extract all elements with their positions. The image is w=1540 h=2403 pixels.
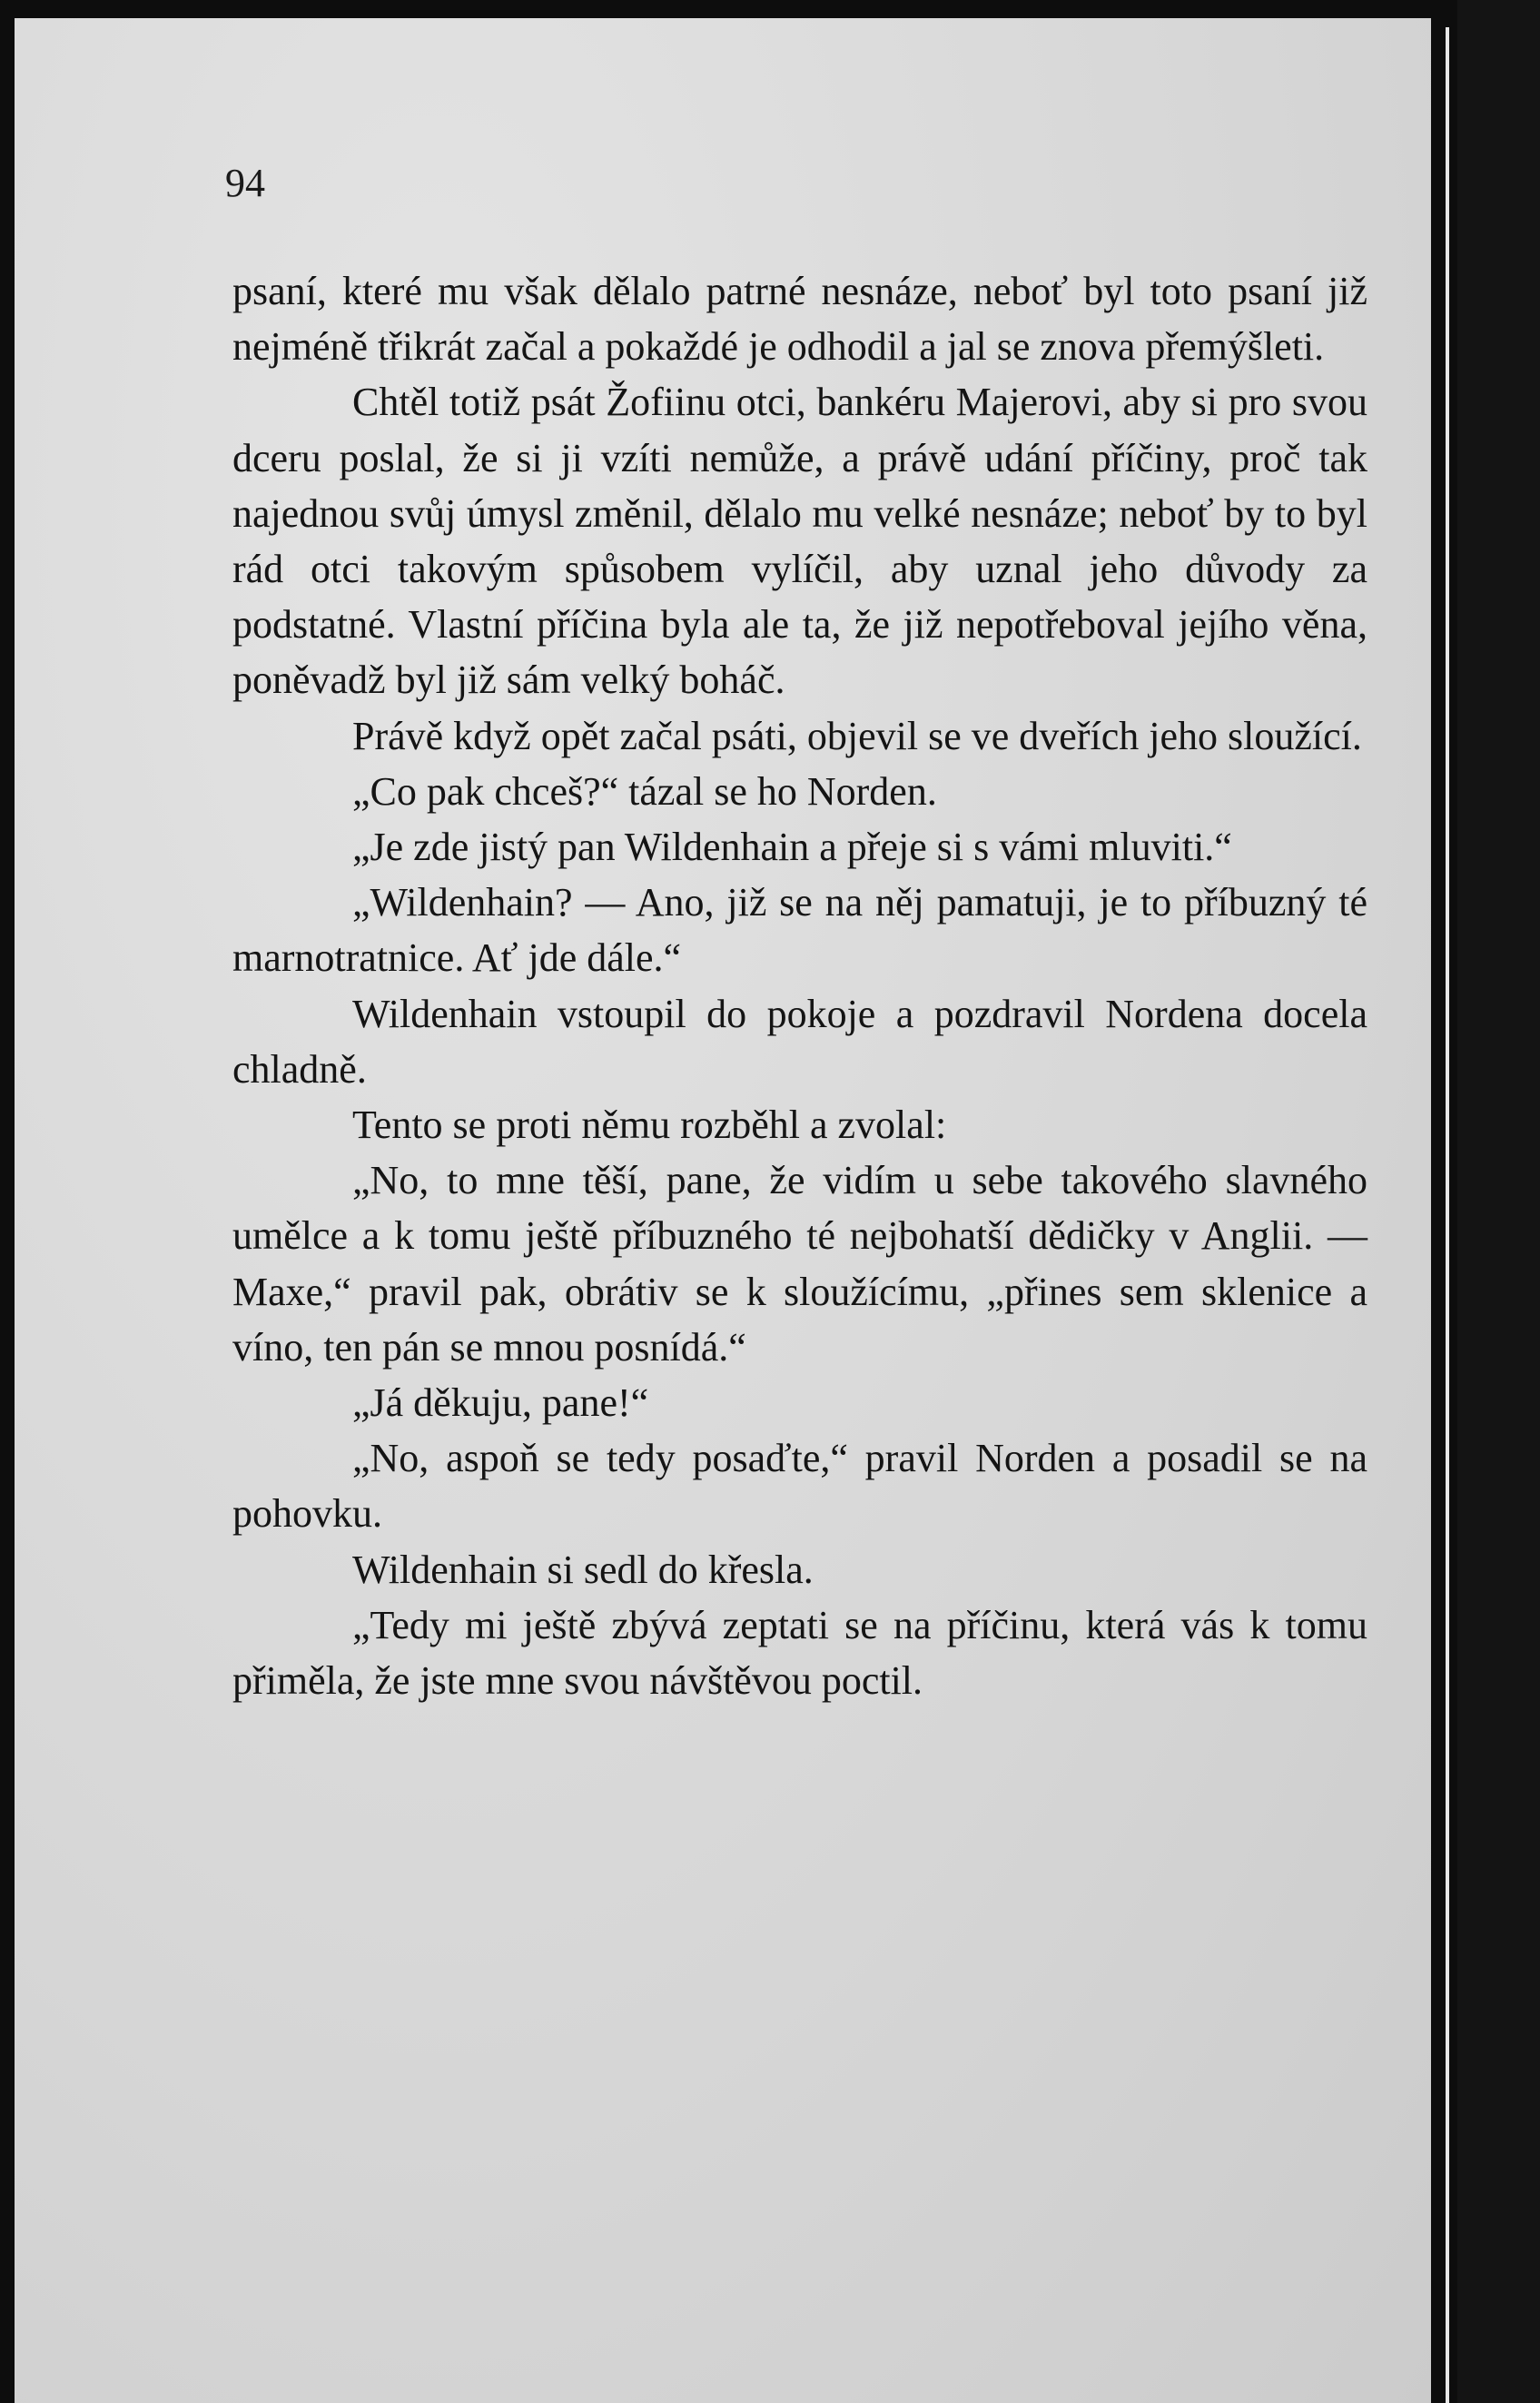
paragraph: Chtěl totiž psát Žofiinu otci, bankéru Majerovi, aby si pro svou dceru poslal, že si ji vzíti nemůže, a právě udání příčiny, proč tak najednou svůj úmysl změnil, dělalo mu velké nesnáze; neboť by to byl rád otci takovým spůsobem vylíčil, aby uznal jeho důvody za podstatné. Vlastní příčina byla ale ta, že již nepotřeboval jejího věna, poněvadž byl již sám velký boháč.: [232, 380, 1367, 703]
paragraph: Právě když opět začal psáti, objevil se ve dveřích jeho sloužící.: [352, 713, 1362, 758]
paragraph: Wildenhain vstoupil do pokoje a pozdravil Nordena docela chladně.: [232, 991, 1367, 1092]
paragraph: „Wildenhain? — Ano, již se na něj pamatuji, je to příbuzný té marnotratnice. Ať jde dále.“: [232, 880, 1367, 981]
paragraph: Wildenhain si sedl do křesla.: [352, 1547, 814, 1592]
paragraph: „No, aspoň se tedy posaďte,“ pravil Norden a posadil se na pohovku.: [232, 1436, 1367, 1537]
body-text: [232, 263, 1367, 1708]
paragraph: „Tedy mi ještě zbývá zeptati se na příčinu, která vás k tomu přiměla, že jste mne svou návštěvou poctil.: [232, 1602, 1367, 1704]
paragraph: „Co pak chceš?“ tázal se ho Norden.: [352, 768, 937, 814]
page-number: 94: [225, 161, 265, 205]
paragraph: psaní, které mu však dělalo patrné nesnáze, neboť byl toto psaní již nejméně třikrát začal a pokaždé je odhodil a jal se znova přemýšleti.: [232, 269, 1367, 370]
adjacent-page-edge: [1457, 0, 1540, 2403]
paragraph: „Je zde jistý pan Wildenhain a přeje si s vámi mluviti.“: [352, 825, 1232, 870]
page-edge: [1446, 27, 1449, 2403]
paragraph: Tento se proti němu rozběhl a zvolal:: [352, 1103, 947, 1148]
paragraph: „Já děkuju, pane!“: [352, 1380, 649, 1426]
paragraph: „No, to mne těší, pane, že vidím u sebe takového slavného umělce a k tomu ještě příbuzného té nejbohatší dědičky v Anglii. — Maxe,“ pravil pak, obrátiv se k sloužícímu, „přines sem sklenice a víno, ten pán se mnou posnídá.“: [232, 1158, 1367, 1370]
